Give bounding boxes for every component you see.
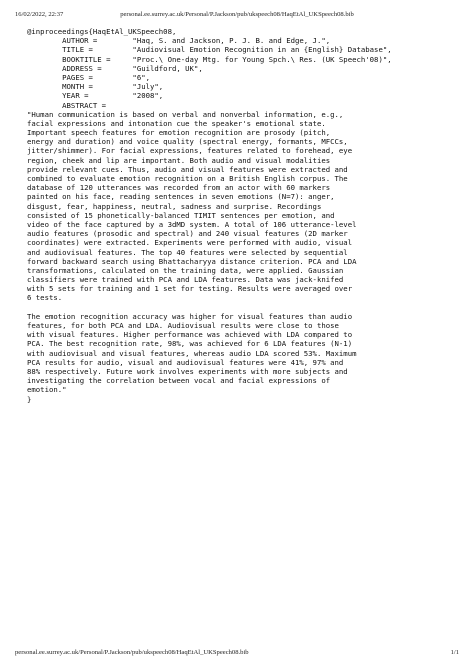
print-url: personal.ee.surrey.ac.uk/Personal/P.Jackson/pub/ukspeech08/HaqEtAl_UKSpeech08.bib: [120, 11, 354, 18]
abstract-line: transformations, calculated on the training data, were applied. Gaussian: [27, 265, 344, 275]
abstract-line: classifiers were trained with PCA and LDA features. Data was jack-knifed: [27, 275, 344, 285]
bibtex-entry: [27, 27, 457, 404]
abstract-line: 6 tests.: [27, 293, 63, 303]
year-field: YEAR = "2008",: [27, 91, 164, 101]
author-field: AUTHOR = "Haq, S. and Jackson, P. J. B. and Edge, J.",: [27, 36, 331, 46]
abstract-line: facial expressions and intonation cue the speaker's emotional state.: [27, 118, 326, 128]
abstract-line: provide relevant cues. Thus, audio and visual features were extracted and: [27, 164, 348, 174]
abstract-line: coordinates) were extracted. Experiments were performed with audio, visual: [27, 238, 353, 248]
abstract-line: emotion.": [27, 385, 67, 395]
abstract-line: PCA. The best recognition rate, 98%, was achieved for 6 LDA features (N-1): [27, 339, 353, 349]
abstract-line: with 5 sets for training and 1 set for testing. Results were averaged over: [27, 284, 353, 294]
title-field: TITLE = "Audiovisual Emotion Recognition in an {English} Database",: [27, 45, 392, 55]
abstract-line: database of 120 utterances was recorded from an actor with 60 markers: [27, 183, 331, 193]
abstract-line: energy and duration) and voice quality (spectral energy, formants, MFCCs,: [27, 137, 348, 147]
abstract-line: with audiovisual and visual features, whereas audio LDA scored 53%. Maximum: [27, 348, 357, 358]
abstract-line: and audiovisual features. The top 40 features were selected by sequential: [27, 247, 348, 257]
abstract-line: 88% respectively. Future work involves experiments with more subjects and: [27, 366, 348, 376]
abstract-label: ABSTRACT =: [27, 100, 107, 110]
abstract-line: "Human communication is based on verbal and nonverbal information, e.g.,: [27, 109, 344, 119]
print-datetime: 16/02/2022, 22:37: [15, 11, 64, 18]
abstract-line: painted on his face, reading sentences in seven emotions (N=7): anger,: [27, 192, 335, 202]
abstract-line: Important speech features for emotion recognition are prosody (pitch,: [27, 128, 331, 138]
entry-header: @inproceedings{HaqEtAl_UKSpeech08,: [27, 27, 177, 36]
abstract-line: consisted of 15 phonetically-balanced TIMIT sentences per emotion, and: [27, 210, 335, 220]
abstract-line: region, cheek and lip are important. Both audio and visual modalities: [27, 155, 331, 165]
address-field: ADDRESS = "Guildford, UK",: [27, 63, 203, 73]
abstract-line: combined to evaluate emotion recognition on a British English corpus. The: [27, 174, 348, 183]
abstract-blank-line: [27, 303, 457, 312]
abstract-line: investigating the correlation between vocal and facial expressions of: [27, 376, 331, 386]
print-header: [15, 11, 459, 20]
abstract-line: jitter/shimmer). For facial expressions, features related to forehead, eye: [27, 146, 353, 156]
month-field: MONTH = "July",: [27, 82, 164, 92]
abstract-line: video of the face captured by a 3dMD system. A total of 106 utterance-level: [27, 219, 357, 229]
abstract-line: PCA results for audio, visual and audiovisual features were 41%, 97% and: [27, 357, 344, 367]
abstract-line: disgust, fear, happiness, neutral, sadness and surprise. Recordings: [27, 201, 322, 211]
footer-url: personal.ee.surrey.ac.uk/Personal/P.Jackson/pub/ukspeech08/HaqEtAl_UKSpeech08.bib: [15, 649, 249, 656]
abstract-line: audio features (prosodic and spectral) and 240 visual features (2D marker: [27, 229, 348, 239]
pages-field: PAGES = "6",: [27, 72, 151, 82]
page-number: 1/1: [450, 649, 459, 656]
booktitle-field: BOOKTITLE = "Proc.\ One-day Mtg. for Young Spch.\ Res. (UK Speech'08)",: [27, 54, 392, 64]
closing-brace: }: [27, 394, 32, 404]
abstract-line: with visual features. Higher performance was achieved with LDA compared to: [27, 330, 353, 340]
abstract-line: The emotion recognition accuracy was higher for visual features than audio: [27, 311, 353, 321]
abstract-line: features, for both PCA and LDA. Audiovisual results were close to those: [27, 321, 339, 330]
abstract-line: forward backward search using Bhattacharyya distance criterion. PCA and LDA: [27, 256, 357, 266]
print-footer: [15, 649, 459, 658]
